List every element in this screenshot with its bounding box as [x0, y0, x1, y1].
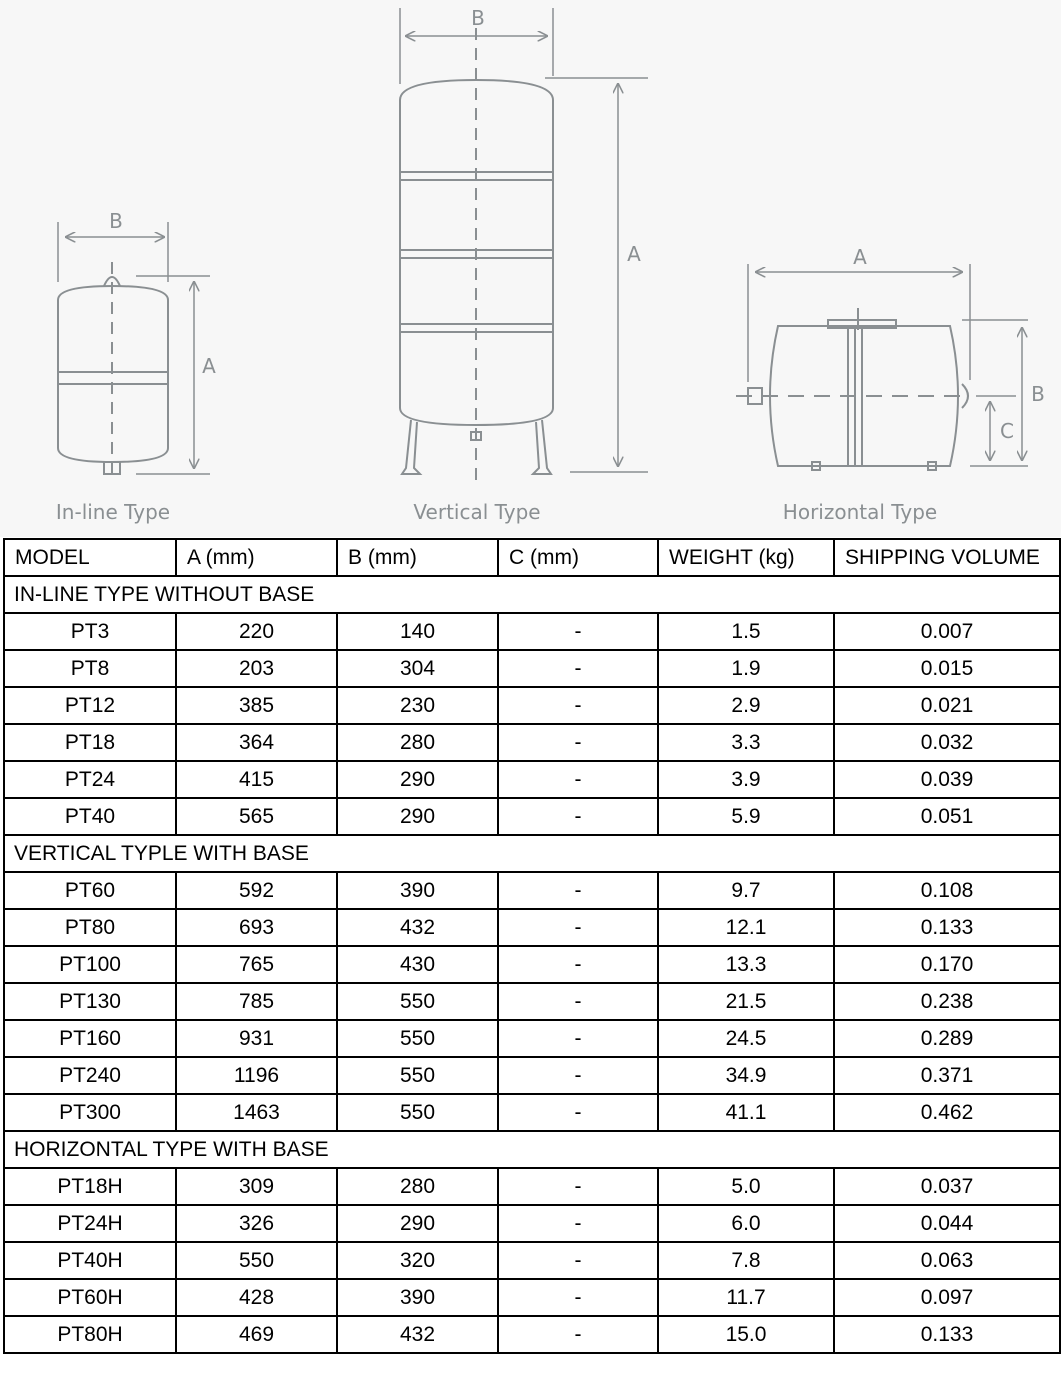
section-title: HORIZONTAL TYPE WITH BASE [4, 1131, 1060, 1168]
cell-shipping-volume: 0.108 [834, 872, 1060, 909]
cell-shipping-volume: 0.032 [834, 724, 1060, 761]
cell-weight: 41.1 [658, 1094, 834, 1131]
section-title: VERTICAL TYPLE WITH BASE [4, 835, 1060, 872]
inline-dim-a-label: A [202, 354, 216, 378]
cell-b-mm: 280 [337, 724, 498, 761]
table-row [4, 872, 1060, 909]
cell-b-mm: 290 [337, 1205, 498, 1242]
cell-model: PT8 [4, 650, 176, 687]
cell-model: PT18H [4, 1168, 176, 1205]
cell-a-mm: 592 [176, 872, 337, 909]
cell-b-mm: 550 [337, 1094, 498, 1131]
cell-weight: 12.1 [658, 909, 834, 946]
cell-a-mm: 364 [176, 724, 337, 761]
cell-a-mm: 1196 [176, 1057, 337, 1094]
table-row [4, 1094, 1060, 1131]
table-row [4, 1057, 1060, 1094]
cell-a-mm: 326 [176, 1205, 337, 1242]
cell-weight: 7.8 [658, 1242, 834, 1279]
cell-b-mm: 304 [337, 650, 498, 687]
table-row [4, 909, 1060, 946]
cell-b-mm: 550 [337, 983, 498, 1020]
cell-b-mm: 290 [337, 761, 498, 798]
cell-b-mm: 432 [337, 1316, 498, 1353]
cell-c-mm: - [498, 872, 658, 909]
cell-b-mm: 280 [337, 1168, 498, 1205]
header-b: B (mm) [337, 539, 498, 576]
cell-b-mm: 550 [337, 1057, 498, 1094]
cell-c-mm: - [498, 798, 658, 835]
cell-model: PT24 [4, 761, 176, 798]
cell-shipping-volume: 0.063 [834, 1242, 1060, 1279]
cell-weight: 3.3 [658, 724, 834, 761]
table-row [4, 983, 1060, 1020]
cell-b-mm: 290 [337, 798, 498, 835]
cell-c-mm: - [498, 1094, 658, 1131]
cell-c-mm: - [498, 724, 658, 761]
table-row [4, 1316, 1060, 1353]
cell-model: PT60H [4, 1279, 176, 1316]
cell-b-mm: 550 [337, 1020, 498, 1057]
section-row [4, 835, 1060, 872]
cell-a-mm: 765 [176, 946, 337, 983]
cell-weight: 24.5 [658, 1020, 834, 1057]
cell-a-mm: 785 [176, 983, 337, 1020]
cell-model: PT40H [4, 1242, 176, 1279]
table-row [4, 650, 1060, 687]
cell-shipping-volume: 0.021 [834, 687, 1060, 724]
horizontal-dim-b-label: B [1031, 382, 1045, 406]
cell-shipping-volume: 0.051 [834, 798, 1060, 835]
cell-model: PT80H [4, 1316, 176, 1353]
cell-b-mm: 230 [337, 687, 498, 724]
cell-a-mm: 309 [176, 1168, 337, 1205]
cell-c-mm: - [498, 1242, 658, 1279]
header-shipping-volume: SHIPPING VOLUME [834, 539, 1060, 576]
header-weight: WEIGHT (kg) [658, 539, 834, 576]
cell-shipping-volume: 0.015 [834, 650, 1060, 687]
table-row [4, 798, 1060, 835]
tank-dimension-figure [0, 0, 1061, 537]
cell-c-mm: - [498, 687, 658, 724]
specification-table [3, 538, 1061, 1354]
cell-c-mm: - [498, 761, 658, 798]
cell-weight: 6.0 [658, 1205, 834, 1242]
cell-weight: 5.9 [658, 798, 834, 835]
table-row [4, 1020, 1060, 1057]
table-row [4, 946, 1060, 983]
header-c: C (mm) [498, 539, 658, 576]
cell-model: PT40 [4, 798, 176, 835]
cell-shipping-volume: 0.371 [834, 1057, 1060, 1094]
cell-a-mm: 931 [176, 1020, 337, 1057]
cell-c-mm: - [498, 1020, 658, 1057]
cell-a-mm: 469 [176, 1316, 337, 1353]
horizontal-dim-a-label: A [853, 245, 867, 269]
cell-model: PT160 [4, 1020, 176, 1057]
table-row [4, 1205, 1060, 1242]
cell-weight: 11.7 [658, 1279, 834, 1316]
cell-a-mm: 1463 [176, 1094, 337, 1131]
cell-a-mm: 550 [176, 1242, 337, 1279]
cell-c-mm: - [498, 946, 658, 983]
cell-a-mm: 565 [176, 798, 337, 835]
cell-shipping-volume: 0.289 [834, 1020, 1060, 1057]
cell-a-mm: 415 [176, 761, 337, 798]
section-row [4, 1131, 1060, 1168]
table-row [4, 1242, 1060, 1279]
cell-model: PT3 [4, 613, 176, 650]
tank-diagrams [0, 0, 1061, 537]
cell-c-mm: - [498, 1279, 658, 1316]
cell-a-mm: 428 [176, 1279, 337, 1316]
inline-type-caption: In-line Type [55, 500, 171, 524]
cell-c-mm: - [498, 1205, 658, 1242]
cell-model: PT130 [4, 983, 176, 1020]
horizontal-tank-drawing [736, 264, 1028, 470]
section-title: IN-LINE TYPE WITHOUT BASE [4, 576, 1060, 613]
cell-shipping-volume: 0.170 [834, 946, 1060, 983]
cell-weight: 1.5 [658, 613, 834, 650]
cell-weight: 15.0 [658, 1316, 834, 1353]
cell-shipping-volume: 0.007 [834, 613, 1060, 650]
header-a: A (mm) [176, 539, 337, 576]
cell-b-mm: 430 [337, 946, 498, 983]
cell-b-mm: 432 [337, 909, 498, 946]
vertical-dim-a-label: A [627, 242, 641, 266]
table-row [4, 613, 1060, 650]
cell-weight: 2.9 [658, 687, 834, 724]
cell-c-mm: - [498, 1316, 658, 1353]
table-row [4, 1279, 1060, 1316]
cell-weight: 1.9 [658, 650, 834, 687]
horizontal-type-caption: Horizontal Type [782, 500, 938, 524]
table-header-row [4, 539, 1060, 576]
vertical-tank-drawing [400, 8, 648, 486]
cell-shipping-volume: 0.133 [834, 909, 1060, 946]
table-row [4, 761, 1060, 798]
cell-model: PT24H [4, 1205, 176, 1242]
cell-c-mm: - [498, 983, 658, 1020]
cell-shipping-volume: 0.238 [834, 983, 1060, 1020]
cell-a-mm: 693 [176, 909, 337, 946]
cell-weight: 34.9 [658, 1057, 834, 1094]
cell-b-mm: 320 [337, 1242, 498, 1279]
cell-shipping-volume: 0.133 [834, 1316, 1060, 1353]
cell-c-mm: - [498, 613, 658, 650]
cell-c-mm: - [498, 1057, 658, 1094]
cell-b-mm: 390 [337, 872, 498, 909]
cell-model: PT240 [4, 1057, 176, 1094]
cell-shipping-volume: 0.097 [834, 1279, 1060, 1316]
cell-c-mm: - [498, 909, 658, 946]
cell-weight: 21.5 [658, 983, 834, 1020]
cell-model: PT100 [4, 946, 176, 983]
cell-shipping-volume: 0.462 [834, 1094, 1060, 1131]
inline-tank-drawing [58, 222, 210, 482]
horizontal-dim-c-label: C [1000, 419, 1014, 443]
cell-model: PT300 [4, 1094, 176, 1131]
cell-b-mm: 140 [337, 613, 498, 650]
table-row [4, 724, 1060, 761]
header-model: MODEL [4, 539, 176, 576]
cell-a-mm: 385 [176, 687, 337, 724]
cell-model: PT12 [4, 687, 176, 724]
cell-b-mm: 390 [337, 1279, 498, 1316]
cell-weight: 5.0 [658, 1168, 834, 1205]
table-row [4, 687, 1060, 724]
table-row [4, 1168, 1060, 1205]
cell-shipping-volume: 0.044 [834, 1205, 1060, 1242]
cell-shipping-volume: 0.039 [834, 761, 1060, 798]
cell-weight: 13.3 [658, 946, 834, 983]
cell-a-mm: 203 [176, 650, 337, 687]
vertical-dim-b-label: B [471, 6, 485, 30]
cell-shipping-volume: 0.037 [834, 1168, 1060, 1205]
cell-c-mm: - [498, 1168, 658, 1205]
cell-c-mm: - [498, 650, 658, 687]
inline-dim-b-label: B [109, 209, 123, 233]
cell-model: PT60 [4, 872, 176, 909]
cell-model: PT18 [4, 724, 176, 761]
vertical-type-caption: Vertical Type [413, 500, 541, 524]
cell-weight: 3.9 [658, 761, 834, 798]
section-row [4, 576, 1060, 613]
cell-weight: 9.7 [658, 872, 834, 909]
cell-model: PT80 [4, 909, 176, 946]
cell-a-mm: 220 [176, 613, 337, 650]
